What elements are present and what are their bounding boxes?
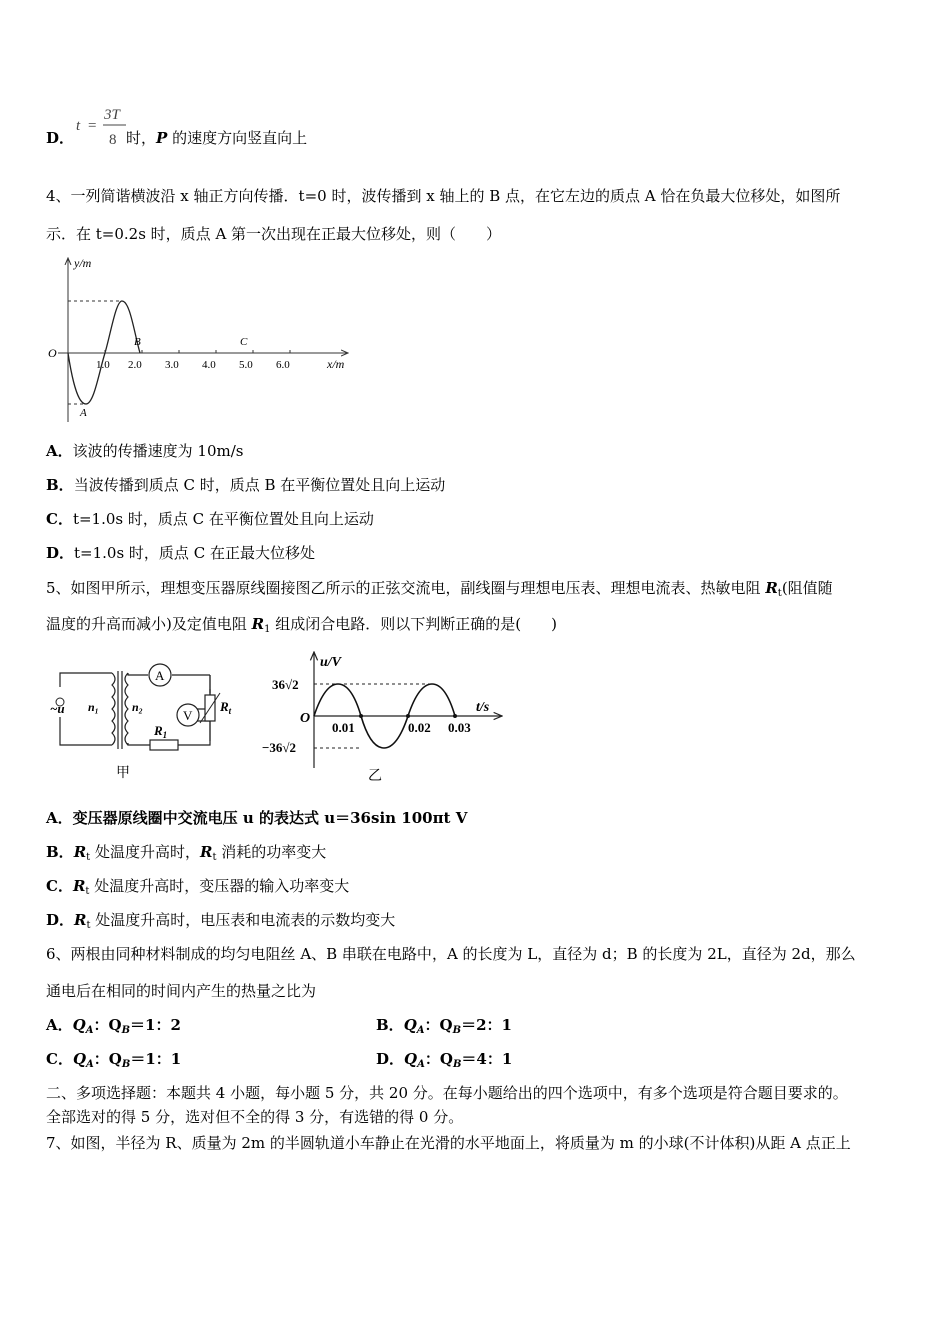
q4-option-c <box>46 509 374 529</box>
q6-a-end: ＝1：2 <box>130 1016 181 1034</box>
q6-b-sa: A <box>416 1025 425 1036</box>
q6-c-q1: Q <box>72 1050 87 1068</box>
formula-num: 3T <box>104 107 120 123</box>
q4-stem-line1: 4、一列简谐横波沿 x 轴正方向传播．t=0 时，波传播到 x 轴上的 B 点，在它左边的质点 A 恰在负最大位移处，如图所 <box>46 187 841 205</box>
tick-001: 0.01 <box>332 720 355 735</box>
n2-label: n₂ <box>132 700 143 714</box>
q6-stem-line2: 通电后在相同的时间内产生的热量之比为 <box>46 982 317 1000</box>
q3-option-d <box>46 128 74 148</box>
r1-label: $R_1$ <box>154 723 168 740</box>
q5-voltage-graph <box>262 648 508 788</box>
q4-d-text: t=1.0s 时，质点 C 在正最大位移处 <box>74 544 315 562</box>
q4-c-label: C． <box>46 510 73 528</box>
q6-c-end: ＝1：1 <box>130 1050 182 1068</box>
q5-d-r: R <box>74 911 87 929</box>
q4-stem-line2: 示．在 t=0.2s 时，质点 A 第一次出现在正最大位移处，则（ ） <box>46 225 502 243</box>
u-axis-label: u/V <box>320 655 342 670</box>
q5-d-label: D． <box>46 911 75 929</box>
ammeter-label: A <box>155 668 165 683</box>
q6-c-mid: ：Q <box>93 1050 122 1068</box>
q4-option-b <box>46 475 445 495</box>
voltmeter-label: V <box>183 708 193 723</box>
q6-option-b <box>376 1015 512 1041</box>
top-value-label: 36√2 <box>272 677 299 692</box>
formula-den: 8 <box>109 132 117 148</box>
q5-stem-line2 <box>46 614 557 640</box>
q5-l2-post: 组成闭合电路．则以下判断正确的是( ) <box>270 615 557 633</box>
q5-c-sub: t <box>85 886 90 897</box>
tick-4: 4.0 <box>202 359 216 371</box>
rt-label: $R_t$ <box>220 699 232 716</box>
tick-6: 6.0 <box>276 359 290 371</box>
tick-1: 1.0 <box>96 359 110 371</box>
bottom-value-label: −36√2 <box>262 740 297 755</box>
q5-b-text4: 消耗的功率变大 <box>216 843 327 861</box>
q6-d-q1: Q <box>404 1050 418 1068</box>
q6-b-sb: B <box>452 1025 462 1036</box>
q5-d-sub: t <box>86 920 91 931</box>
tick-5: 5.0 <box>239 359 253 371</box>
q5-c-text2: 处温度升高时，变压器的输入功率变大 <box>89 877 350 895</box>
origin-label: O <box>48 346 57 360</box>
q5-l1-pre: 5、如图甲所示，理想变压器原线圈接图乙所示的正弦交流电，副线圈与理想电压表、理想电流表、热敏电阻 <box>46 579 766 597</box>
q5-rt-sub: t <box>777 588 782 599</box>
q6-d-end: ＝4：1 <box>461 1050 513 1068</box>
tick-003: 0.03 <box>448 720 471 735</box>
q5-option-d <box>46 910 395 936</box>
q6-stem-line1: 6、两根由同种材料制成的均匀电阻丝 A、B 串联在电路中，A 的长度为 L，直径为 d；B 的长度为 2L，直径为 2d，那么 <box>46 945 856 963</box>
q4-option-a <box>46 441 243 461</box>
q6-c-label: C． <box>46 1050 73 1068</box>
q6-a-q1: Q <box>72 1016 86 1034</box>
q4-b-text: 当波传播到质点 C 时，质点 B 在平衡位置处且向上运动 <box>73 476 446 494</box>
x-axis-label: x/m <box>327 357 345 371</box>
n1-label: n₁ <box>88 700 99 714</box>
section2-heading-line2: 全部选对的得 5 分，选对但不全的得 3 分，有选错的得 0 分。 <box>46 1108 464 1126</box>
q6-a-sb: B <box>121 1025 131 1036</box>
q6-c-sb: B <box>121 1059 131 1070</box>
q6-a-label: A． <box>46 1016 73 1034</box>
q6-b-label: B． <box>376 1016 404 1034</box>
q4-c-text: t=1.0s 时，质点 C 在平衡位置处且向上运动 <box>72 510 374 528</box>
q5-option-b <box>46 842 326 868</box>
tick-3: 3.0 <box>165 359 179 371</box>
q6-b-end: ＝2：1 <box>461 1016 512 1034</box>
q4-b-label: B． <box>46 476 74 494</box>
q6-d-sb: B <box>452 1059 462 1070</box>
q5-r1-sub: 1 <box>264 624 271 635</box>
q7-stem-line1: 7、如图，半径为 R、质量为 2m 的半圆轨道小车静止在光滑的水平地面上，将质量为 m 的小球(不计体积)从距 A 点正上 <box>46 1134 851 1152</box>
q6-option-c <box>46 1049 181 1075</box>
q4-a-text: 该波的传播速度为 10m/s <box>72 442 244 460</box>
q6-b-mid: ：Q <box>424 1016 453 1034</box>
point-c-label: C <box>240 336 248 348</box>
q5-b-sub: t <box>86 852 91 863</box>
q5-b-label: B． <box>46 843 74 861</box>
fig-a-caption: 甲 <box>116 766 130 781</box>
q6-option-d <box>376 1049 512 1075</box>
fig-b-caption: 乙 <box>368 769 382 784</box>
q4-option-d <box>46 543 315 563</box>
source-label: ~u <box>50 701 65 716</box>
q3d-tail-post: 的速度方向竖直向上 <box>167 129 308 147</box>
q6-option-a <box>46 1015 181 1041</box>
q6-a-sa: A <box>85 1025 94 1036</box>
q5-stem-line1 <box>46 578 833 604</box>
section2-heading-line1: 二、多项选择题：本题共 4 小题，每小题 5 分，共 20 分。在每小题给出的四个选项中，有多个选项是符合题目要求的。 <box>46 1084 848 1102</box>
q5-b-r: R <box>73 843 87 861</box>
q3-option-d-label: D． <box>46 129 75 147</box>
q5-c-r: R <box>72 877 86 895</box>
q3-option-d-text <box>126 128 307 148</box>
q5-a-text: 变压器原线圈中交流电压 u 的表达式 u＝36sin 100πt V <box>72 809 468 827</box>
q4-a-label: A． <box>46 442 73 460</box>
q3-option-d-formula <box>74 100 134 150</box>
point-b-label: B <box>134 336 141 348</box>
tick-2: 2.0 <box>128 359 142 371</box>
q3d-p: P <box>156 129 168 147</box>
q5-c-label: C． <box>46 877 73 895</box>
q5-b-r2: R <box>199 843 213 861</box>
point-a-label: A <box>80 407 87 419</box>
graph-origin: O <box>300 711 311 726</box>
q6-b-q1: Q <box>403 1016 417 1034</box>
q6-c-sa: A <box>86 1059 94 1070</box>
formula-t: t <box>76 118 81 134</box>
q5-l1-post: (阻值随 <box>781 579 833 597</box>
q5-d-text2: 处温度升高时，电压表和电流表的示数均变大 <box>90 911 396 929</box>
q5-b-text2: 处温度升高时， <box>90 843 200 861</box>
q5-option-a <box>46 808 467 828</box>
q5-option-c <box>46 876 349 902</box>
resistor-r1 <box>150 740 178 750</box>
q3d-tail-pre: 时， <box>126 129 157 147</box>
q6-a-mid: ：Q <box>93 1016 122 1034</box>
q4-wave-figure <box>44 252 364 427</box>
q5-a-label: A． <box>46 809 73 827</box>
q5-l2-pre: 温度的升高而减小)及定值电阻 <box>46 615 252 633</box>
q6-d-mid: ：Q <box>424 1050 453 1068</box>
tick-002: 0.02 <box>408 720 431 735</box>
y-axis-label: y/m <box>74 256 92 270</box>
q6-d-sa: A <box>417 1059 425 1070</box>
q6-d-label: D． <box>376 1050 405 1068</box>
t-axis-label: t/s <box>476 700 490 715</box>
q4-d-label: D． <box>46 544 75 562</box>
formula-eq: = <box>88 118 97 134</box>
q5-rt: R <box>765 579 778 597</box>
q5-circuit-figure <box>48 655 248 785</box>
q5-b-sub2: t <box>212 852 217 863</box>
q5-r1: R <box>251 615 265 633</box>
